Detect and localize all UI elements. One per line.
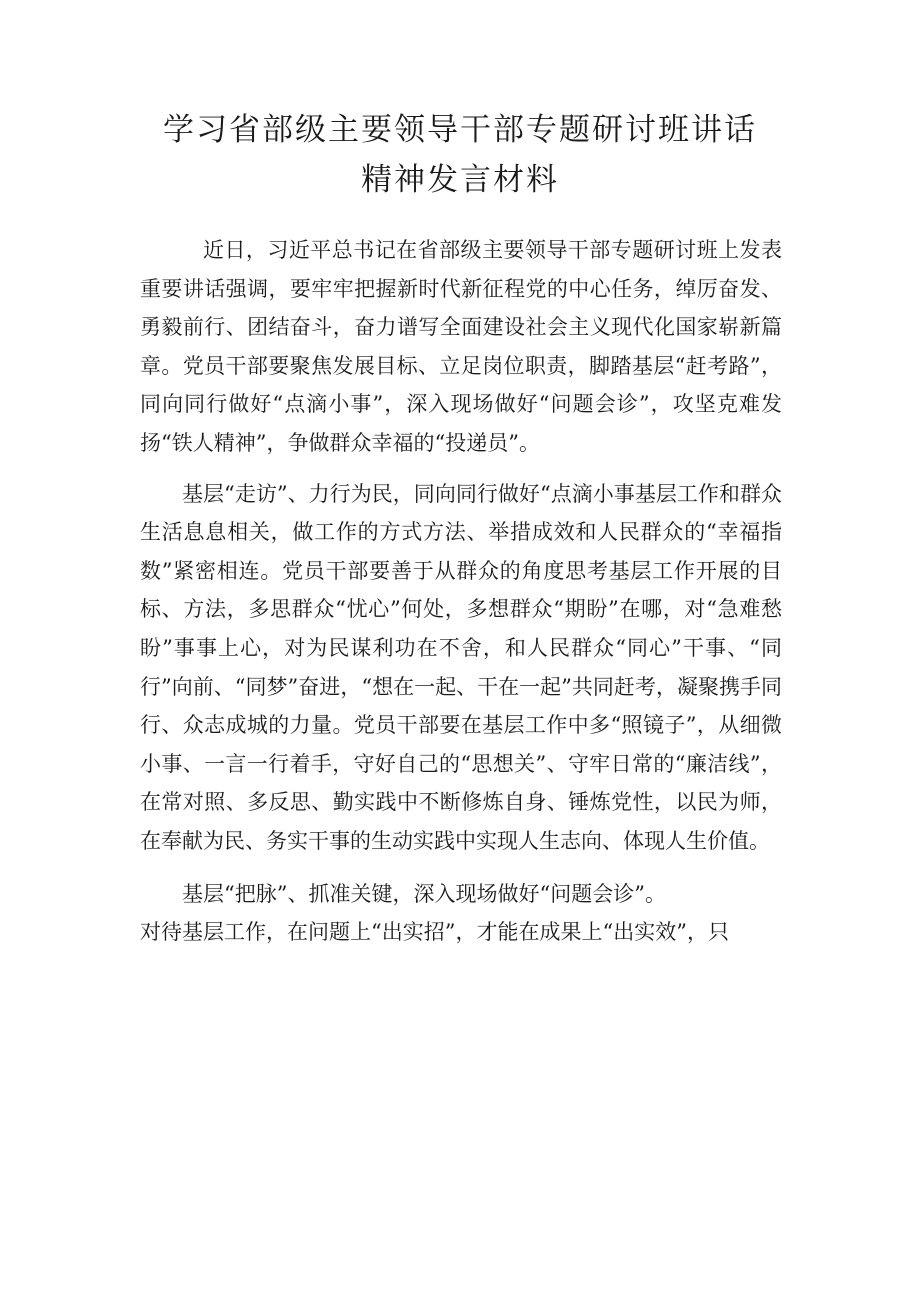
paragraph-2: 基层“走访”、力行为民，同向同行做好“点滴小事基层工作和群众生活息息相关，做工作的方式方法、举措成效和人民群众的“幸福指数”紧密相连。党员干部要善于从群众的角度思考基层工作开展的目标、方法，多思群众“忧心”何处，多想群众“期盼”在哪，对“急难愁盼”事事上心，对为民谋利功在不舍，和人民群众“同心”干事、“同行”向前、“同梦”奋进，“想在一起、干在一起”共同赶考，凝聚携手同行、众志成城的力量。党员干部要在基层工作中多“照镜子”，从细微小事、一言一行着手，守好自己的“思想关”、守牢日常的“廉洁线”，在常对照、多反思、勤实践中不断修炼自身、锤炼党性，以民为师，在奉献为民、务实干事的生动实践中实现人生志向、体现人生价值。: [140, 481, 782, 853]
document-title-line-1: 学习省部级主要领导干部专题研讨班讲话: [163, 112, 757, 148]
paragraph-3: 基层“把脉”、抓准关键，深入现场做好“问题会诊”。: [182, 881, 666, 906]
paragraph-4: 对待基层工作，在问题上“出实招”，才能在成果上“出实效”，只: [140, 920, 729, 945]
document-title-line-2: 精神发言材料: [361, 162, 559, 198]
paragraph-1: 近日，习近平总书记在省部级主要领导干部专题研讨班上发表重要讲话强调，要牢牢把握新时代新征程党的中心任务，绰厉奋发、勇毅前行、团结奋斗，奋力谱写全面建设社会主义现代化国家崭新篇章。党员干部要聚焦发展目标、立足岗位职责，脚踏基层“赶考路”，同向同行做好“点滴小事”，深入现场做好“问题会诊”，攻坚克难发扬“铁人精神”，争做群众幸福的“投递员”。: [140, 238, 782, 455]
document-body: [140, 231, 782, 952]
